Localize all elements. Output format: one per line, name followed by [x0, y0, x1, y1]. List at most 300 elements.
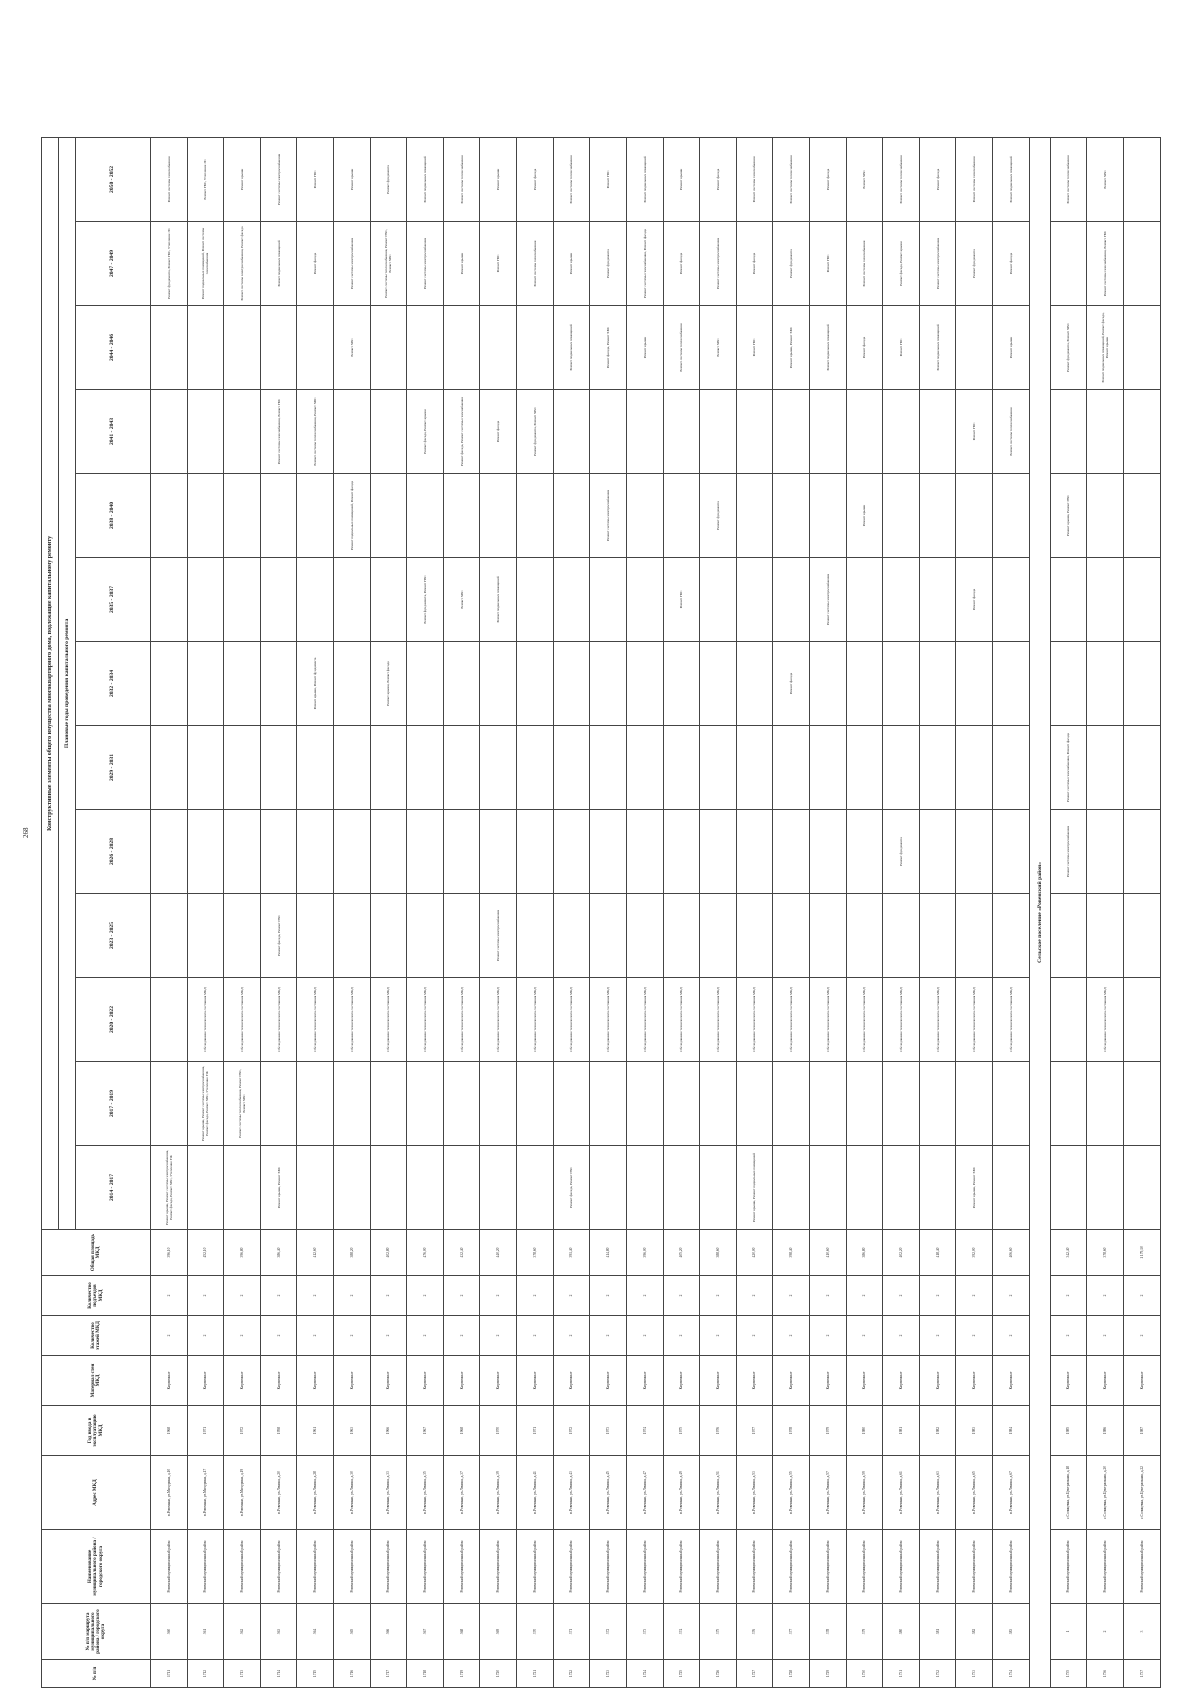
cell-route: 383: [993, 1604, 1030, 1660]
table-row: [187, 137, 224, 1687]
cell-storeys: 2: [590, 1316, 627, 1356]
cell-year: 1961: [297, 1406, 334, 1456]
cell-route: 360: [151, 1604, 188, 1660]
cell-repair-plan: [773, 894, 810, 978]
cell-address: п.Ровеньки, ул.Ленина, д.43: [553, 1456, 590, 1530]
cell-repair-plan: Ремонт крыши, Ремонт системы электроснабжения, Ремонт фасада, Ремонт ХВС, Утепление ГЖ: [187, 1062, 224, 1146]
cell-repair-plan: [846, 1062, 883, 1146]
cell-area: 405,20: [663, 1230, 700, 1276]
cell-repair-plan: Ремонт фасада, Ремонт ХВС: [590, 306, 627, 390]
cell-storeys: 2: [224, 1316, 261, 1356]
cell-year: 1980: [846, 1406, 883, 1456]
cell-num: 1731: [883, 1660, 920, 1688]
cell-repair-plan: [809, 726, 846, 810]
cell-route: 3: [1123, 1604, 1160, 1660]
cell-address: п.Ровеньки, ул.Ленина, д.30: [334, 1456, 371, 1530]
cell-repair-plan: [809, 1062, 846, 1146]
cell-repair-plan: [517, 726, 554, 810]
cell-repair-plan: Ремонт фундамента: [700, 474, 737, 558]
cell-repair-plan: [1123, 978, 1160, 1062]
cell-num: 1720: [480, 1660, 517, 1688]
cell-repair-plan: Обследование технического состояния МКД: [993, 978, 1030, 1062]
cell-storeys: 2: [443, 1316, 480, 1356]
cell-repair-plan: [919, 1146, 956, 1230]
cell-repair-plan: [517, 1062, 554, 1146]
table-row: [1050, 137, 1087, 1687]
cell-entrances: 2: [1087, 1276, 1124, 1316]
cell-repair-plan: Ремонт подвальных помещений: [407, 137, 444, 221]
cell-area: 378,60: [517, 1230, 554, 1276]
cell-repair-plan: [151, 390, 188, 474]
cell-year: 1966: [370, 1406, 407, 1456]
cell-repair-plan: Ремонт подвальных помещений, Ремонт фасада, Ремонт крыши: [1087, 306, 1124, 390]
cell-repair-plan: [443, 642, 480, 726]
cell-repair-plan: [1123, 137, 1160, 221]
cell-route: 362: [224, 1604, 261, 1660]
cell-district: Ровенский муниципальный район: [919, 1530, 956, 1604]
cell-repair-plan: [883, 558, 920, 642]
cell-address: п.Ровеньки, ул.Ленина, д.35: [407, 1456, 444, 1530]
cell-repair-plan: [151, 558, 188, 642]
cell-repair-plan: [224, 306, 261, 390]
section-subtitle: Сельское поселение «Ровенский район»: [1029, 137, 1050, 1687]
cell-repair-plan: [297, 1146, 334, 1230]
cell-year: 1974: [626, 1406, 663, 1456]
cell-repair-plan: [443, 1146, 480, 1230]
cell-repair-plan: [663, 726, 700, 810]
cell-repair-plan: [407, 306, 444, 390]
cell-repair-plan: [151, 642, 188, 726]
cell-repair-plan: Ремонт системы электроснабжения: [919, 222, 956, 306]
rotated-table-wrapper: [41, 138, 1161, 1688]
cell-entrances: 2: [1123, 1276, 1160, 1316]
cell-repair-plan: [407, 726, 444, 810]
cell-route: 382: [956, 1604, 993, 1660]
cell-repair-plan: Ремонт системы газоснабжения: [151, 137, 188, 221]
cell-area: 410,60: [809, 1230, 846, 1276]
cell-repair-plan: [224, 894, 261, 978]
cell-repair-plan: Ремонт подвальных помещений: [480, 558, 517, 642]
cell-repair-plan: Ремонт системы теплоснабжения: [663, 306, 700, 390]
cell-district: Ровенский муниципальный район: [224, 1530, 261, 1604]
cell-repair-plan: [370, 474, 407, 558]
cell-repair-plan: Ремонт фундамента: [370, 137, 407, 221]
cell-area: 420,00: [736, 1230, 773, 1276]
cell-repair-plan: Ремонт фасада: [663, 222, 700, 306]
cell-repair-plan: [553, 390, 590, 474]
cell-route: 380: [883, 1604, 920, 1660]
cell-repair-plan: [700, 1062, 737, 1146]
cell-repair-plan: Обследование технического состояния МКД: [626, 978, 663, 1062]
cell-repair-plan: [1123, 726, 1160, 810]
capital-repair-table: [41, 137, 1161, 1688]
cell-repair-plan: [590, 390, 627, 474]
cell-repair-plan: Ремонт системы теплоснабжения, Ремонт ГВС, Ремонт ХВС: [224, 1062, 261, 1146]
cell-repair-plan: [993, 726, 1030, 810]
cell-repair-plan: [480, 1146, 517, 1230]
cell-district: Ровенский муниципальный район: [297, 1530, 334, 1604]
cell-repair-plan: [297, 810, 334, 894]
cell-repair-plan: [1087, 1062, 1124, 1146]
cell-repair-plan: Ремонт фасада: [700, 137, 737, 221]
cell-district: Ровенский муниципальный район: [736, 1530, 773, 1604]
cell-repair-plan: [407, 642, 444, 726]
cell-district: Ровенский муниципальный район: [151, 1530, 188, 1604]
cell-address: п.Ровеньки, ул.Ленина, д.33: [370, 1456, 407, 1530]
cell-repair-plan: [517, 558, 554, 642]
cell-repair-plan: [334, 390, 371, 474]
cell-repair-plan: [1123, 810, 1160, 894]
cell-repair-plan: [736, 726, 773, 810]
cell-num: 1733: [956, 1660, 993, 1688]
table-row: [297, 137, 334, 1687]
cell-repair-plan: [1123, 558, 1160, 642]
cell-repair-plan: [224, 474, 261, 558]
cell-walls: Кирпичные: [1123, 1356, 1160, 1406]
cell-repair-plan: Ремонт системы электроснабжения: [480, 894, 517, 978]
cell-repair-plan: Ремонт крыши: [846, 474, 883, 558]
cell-walls: Кирпичные: [1087, 1356, 1124, 1406]
table-row: [993, 137, 1030, 1687]
table-row: [443, 137, 480, 1687]
cell-repair-plan: Обследование технического состояния МКД: [297, 978, 334, 1062]
cell-repair-plan: Обследование технического состояния МКД: [517, 978, 554, 1062]
cell-walls: Кирпичные: [224, 1356, 261, 1406]
cell-district: Ровенский муниципальный район: [663, 1530, 700, 1604]
cell-repair-plan: [626, 894, 663, 978]
cell-repair-plan: [297, 306, 334, 390]
cell-address: п.Ровеньки, ул.Ленина, д.65: [956, 1456, 993, 1530]
cell-repair-plan: Ремонт фундамента: [883, 810, 920, 894]
cell-route: 366: [370, 1604, 407, 1660]
cell-repair-plan: [224, 642, 261, 726]
table-row: [517, 137, 554, 1687]
cell-repair-plan: Ремонт системы газоснабжения, Ремонт фасада: [1050, 726, 1087, 810]
cell-repair-plan: [407, 474, 444, 558]
cell-year: 1958: [260, 1406, 297, 1456]
cell-route: 371: [553, 1604, 590, 1660]
cell-repair-plan: [370, 558, 407, 642]
table-row: [370, 137, 407, 1687]
year-header: 2020 - 2022: [76, 978, 151, 1062]
cell-repair-plan: Ремонт фасада: [956, 558, 993, 642]
cell-repair-plan: [773, 1062, 810, 1146]
cell-repair-plan: Ремонт фундамента: [773, 222, 810, 306]
cell-repair-plan: Ремонт фундамента, Ремонт ГВС, Утепление ЭС: [151, 222, 188, 306]
cell-area: 406,60: [993, 1230, 1030, 1276]
cell-repair-plan: [846, 642, 883, 726]
cell-year: 1977: [736, 1406, 773, 1456]
column-header-route_num: № п/п маршрута муниципального района / городского округа: [42, 1604, 151, 1660]
cell-repair-plan: Ремонт фундамента, Ремонт ХВС: [1050, 306, 1087, 390]
cell-route: 372: [590, 1604, 627, 1660]
cell-repair-plan: [260, 642, 297, 726]
cell-walls: Кирпичные: [773, 1356, 810, 1406]
cell-repair-plan: Ремонт крыши, Ремонт ХВС: [956, 1146, 993, 1230]
period-title: Плановые годы проведения капитального ремонта: [59, 137, 76, 1229]
cell-year: 1972: [224, 1406, 261, 1456]
cell-repair-plan: [151, 978, 188, 1062]
cell-repair-plan: [736, 1062, 773, 1146]
cell-repair-plan: [517, 810, 554, 894]
cell-repair-plan: [480, 810, 517, 894]
cell-repair-plan: [517, 642, 554, 726]
cell-route: 361: [187, 1604, 224, 1660]
cell-repair-plan: Ремонт ГВС: [663, 558, 700, 642]
cell-district: Ровенский муниципальный район: [517, 1530, 554, 1604]
cell-address: с.Солнцевка, ул.Центральная, д.20: [1087, 1456, 1124, 1530]
cell-storeys: 2: [956, 1316, 993, 1356]
cell-repair-plan: [260, 810, 297, 894]
cell-district: Ровенский муниципальный район: [700, 1530, 737, 1604]
cell-repair-plan: Ремонт подвальных помещений, Ремонт системы газоснабжения: [187, 222, 224, 306]
cell-repair-plan: [297, 1062, 334, 1146]
cell-entrances: 2: [151, 1276, 188, 1316]
cell-repair-plan: [1050, 558, 1087, 642]
cell-route: 376: [736, 1604, 773, 1660]
table-row: [956, 137, 993, 1687]
cell-walls: Кирпичные: [260, 1356, 297, 1406]
cell-entrances: 2: [663, 1276, 700, 1316]
table-row: [626, 137, 663, 1687]
cell-repair-plan: Ремонт крыши: [993, 306, 1030, 390]
cell-repair-plan: [151, 894, 188, 978]
cell-repair-plan: [626, 474, 663, 558]
cell-address: п.Ровеньки, ул.Ленина, д.20: [260, 1456, 297, 1530]
cell-address: п.Ровеньки, ул.Ленина, д.55: [773, 1456, 810, 1530]
year-header: 2041 - 2043: [76, 390, 151, 474]
cell-walls: Кирпичные: [187, 1356, 224, 1406]
cell-address: п.Ровеньки, ул.Ленина, д.57: [809, 1456, 846, 1530]
cell-year: 1983: [956, 1406, 993, 1456]
cell-repair-plan: Ремонт ГВС: [809, 222, 846, 306]
cell-repair-plan: [809, 642, 846, 726]
cell-area: 402,80: [370, 1230, 407, 1276]
cell-route: 368: [443, 1604, 480, 1660]
cell-repair-plan: Ремонт фасада: [736, 222, 773, 306]
cell-repair-plan: [626, 558, 663, 642]
cell-repair-plan: [1050, 390, 1087, 474]
cell-repair-plan: [956, 474, 993, 558]
cell-repair-plan: [700, 1146, 737, 1230]
cell-route: 378: [809, 1604, 846, 1660]
cell-repair-plan: [1087, 810, 1124, 894]
cell-route: 1: [1050, 1604, 1087, 1660]
cell-walls: Кирпичные: [626, 1356, 663, 1406]
cell-repair-plan: [956, 642, 993, 726]
cell-num: 1711: [151, 1660, 188, 1688]
cell-district: Ровенский муниципальный район: [956, 1530, 993, 1604]
cell-entrances: 2: [480, 1276, 517, 1316]
cell-num: 1719: [443, 1660, 480, 1688]
cell-repair-plan: Ремонт фундамента, Ремонт ХВС: [517, 390, 554, 474]
cell-district: Ровенский муниципальный район: [809, 1530, 846, 1604]
year-header: 2038 - 2040: [76, 474, 151, 558]
cell-repair-plan: Ремонт крыши: [663, 137, 700, 221]
cell-year: 1971: [187, 1406, 224, 1456]
cell-repair-plan: [517, 894, 554, 978]
cell-num: 1716: [334, 1660, 371, 1688]
cell-repair-plan: Ремонт крыши, Ремонт системы электроснабжения, Ремонт фасада, Ремонт ХВС, Утепление ГЖ: [151, 1146, 188, 1230]
cell-repair-plan: Ремонт ГВС: [590, 137, 627, 221]
cell-repair-plan: [846, 810, 883, 894]
cell-repair-plan: [370, 306, 407, 390]
cell-repair-plan: Ремонт фасада, Ремонт ГВС: [260, 894, 297, 978]
cell-address: с.Солнцевка, ул.Центральная, д.18: [1050, 1456, 1087, 1530]
cell-repair-plan: [993, 810, 1030, 894]
cell-repair-plan: [846, 894, 883, 978]
cell-repair-plan: Ремонт фасада: [773, 642, 810, 726]
column-header-walls: Материал стен МКД: [42, 1356, 151, 1406]
cell-year: 1982: [919, 1406, 956, 1456]
cell-address: п.Ровеньки, ул.Ленина, д.51: [700, 1456, 737, 1530]
cell-address: п.Ровеньки, ул.Ленина, д.59: [846, 1456, 883, 1530]
cell-area: 342,40: [1050, 1230, 1087, 1276]
cell-repair-plan: Обследование технического состояния МКД: [370, 978, 407, 1062]
cell-repair-plan: [773, 390, 810, 474]
cell-repair-plan: Ремонт системы теплоснабжения: [773, 137, 810, 221]
cell-walls: Кирпичные: [1050, 1356, 1087, 1406]
cell-repair-plan: Ремонт системы газоснабжения: [736, 137, 773, 221]
cell-repair-plan: [663, 642, 700, 726]
cell-repair-plan: Обследование технического состояния МКД: [773, 978, 810, 1062]
cell-repair-plan: [443, 810, 480, 894]
cell-repair-plan: Ремонт ГВС: [956, 390, 993, 474]
table-row: [700, 137, 737, 1687]
cell-repair-plan: [334, 642, 371, 726]
cell-repair-plan: Ремонт фасада: [809, 137, 846, 221]
cell-address: п.Ровеньки, ул.Ленина, д.53: [736, 1456, 773, 1530]
cell-repair-plan: [626, 390, 663, 474]
cell-repair-plan: [919, 726, 956, 810]
cell-repair-plan: [736, 474, 773, 558]
cell-num: 1723: [590, 1660, 627, 1688]
cell-area: 386,80: [846, 1230, 883, 1276]
cell-repair-plan: [553, 474, 590, 558]
cell-year: 1987: [1123, 1406, 1160, 1456]
column-header-area: Общая площадь МКД: [42, 1230, 151, 1276]
year-header: 2029 - 2031: [76, 726, 151, 810]
cell-repair-plan: Ремонт крыши: [224, 137, 261, 221]
cell-district: Ровенский муниципальный район: [1123, 1530, 1160, 1604]
cell-num: 1714: [260, 1660, 297, 1688]
cell-repair-plan: Ремонт ГВС: [883, 306, 920, 390]
cell-year: 1986: [1087, 1406, 1124, 1456]
cell-district: Ровенский муниципальный район: [1050, 1530, 1087, 1604]
cell-repair-plan: Ремонт подвальных помещений, Ремонт фасада: [334, 474, 371, 558]
table-row: [773, 137, 810, 1687]
cell-repair-plan: [626, 726, 663, 810]
year-header: 2023 - 2025: [76, 894, 151, 978]
cell-repair-plan: Ремонт подвальных помещений: [553, 306, 590, 390]
cell-repair-plan: Ремонт ХВС: [846, 137, 883, 221]
cell-repair-plan: Ремонт фундамента, Ремонт ГВС: [407, 558, 444, 642]
cell-repair-plan: [663, 1146, 700, 1230]
cell-repair-plan: Ремонт системы электроснабжения, Ремонт фасада: [224, 222, 261, 306]
cell-repair-plan: Ремонт системы электроснабжения: [407, 222, 444, 306]
cell-repair-plan: Ремонт ХВС: [334, 306, 371, 390]
cell-walls: Кирпичные: [517, 1356, 554, 1406]
cell-repair-plan: [370, 894, 407, 978]
cell-repair-plan: [187, 558, 224, 642]
cell-repair-plan: Ремонт системы теплоснабжения, Ремонт ГВС, Ремонт ХВС: [370, 222, 407, 306]
cell-repair-plan: Ремонт фасада, Ремонт крыши: [883, 222, 920, 306]
cell-repair-plan: [773, 558, 810, 642]
cell-repair-plan: [370, 390, 407, 474]
cell-repair-plan: [1087, 390, 1124, 474]
cell-walls: Кирпичные: [590, 1356, 627, 1406]
cell-repair-plan: Ремонт системы газоснабжения, Ремонт фасада: [626, 222, 663, 306]
cell-repair-plan: [736, 810, 773, 894]
cell-repair-plan: Ремонт системы электроснабжения: [260, 137, 297, 221]
cell-storeys: 2: [993, 1316, 1030, 1356]
cell-district: Ровенский муниципальный район: [846, 1530, 883, 1604]
cell-num: 1712: [187, 1660, 224, 1688]
cell-num: 1722: [553, 1660, 590, 1688]
cell-route: 373: [626, 1604, 663, 1660]
cell-repair-plan: [809, 810, 846, 894]
cell-storeys: 2: [370, 1316, 407, 1356]
cell-repair-plan: [297, 474, 334, 558]
cell-repair-plan: Обследование технического состояния МКД: [334, 978, 371, 1062]
cell-repair-plan: [956, 894, 993, 978]
cell-route: 365: [334, 1604, 371, 1660]
cell-area: 378,60: [1087, 1230, 1124, 1276]
table-row: [224, 137, 261, 1687]
table-row: [480, 137, 517, 1687]
table-row: [736, 137, 773, 1687]
cell-route: 375: [700, 1604, 737, 1660]
cell-num: 1729: [809, 1660, 846, 1688]
cell-num: 1713: [224, 1660, 261, 1688]
cell-repair-plan: [993, 642, 1030, 726]
cell-district: Ровенский муниципальный район: [1087, 1530, 1124, 1604]
cell-repair-plan: [883, 1062, 920, 1146]
cell-repair-plan: Обследование технического состояния МКД: [663, 978, 700, 1062]
cell-repair-plan: [1123, 390, 1160, 474]
cell-repair-plan: Ремонт подвальных помещений: [993, 137, 1030, 221]
cell-entrances: 2: [956, 1276, 993, 1316]
cell-walls: Кирпичные: [846, 1356, 883, 1406]
cell-area: 396,00: [626, 1230, 663, 1276]
cell-repair-plan: Ремонт ГВС: [297, 137, 334, 221]
table-row: [407, 137, 444, 1687]
cell-repair-plan: [334, 810, 371, 894]
cell-address: п.Ровеньки, ул.Ленина, д.28: [297, 1456, 334, 1530]
cell-storeys: 2: [663, 1316, 700, 1356]
cell-year: 1975: [663, 1406, 700, 1456]
cell-repair-plan: Ремонт системы теплоснабжения: [1050, 137, 1087, 221]
cell-repair-plan: [846, 558, 883, 642]
cell-repair-plan: [700, 642, 737, 726]
cell-repair-plan: [297, 894, 334, 978]
cell-entrances: 2: [1050, 1276, 1087, 1316]
cell-repair-plan: Ремонт фасада, Ремонт системы газоснабжения: [443, 390, 480, 474]
cell-repair-plan: [187, 306, 224, 390]
cell-repair-plan: Ремонт крыши: [480, 137, 517, 221]
cell-repair-plan: [590, 642, 627, 726]
cell-repair-plan: [1087, 474, 1124, 558]
cell-repair-plan: [187, 474, 224, 558]
cell-repair-plan: [1123, 1146, 1160, 1230]
cell-repair-plan: [809, 390, 846, 474]
cell-repair-plan: Ремонт ХВС: [443, 558, 480, 642]
table-row: [1123, 137, 1160, 1687]
cell-repair-plan: [590, 894, 627, 978]
cell-storeys: 2: [151, 1316, 188, 1356]
cell-num: 1736: [1087, 1660, 1124, 1688]
cell-walls: Кирпичные: [297, 1356, 334, 1406]
